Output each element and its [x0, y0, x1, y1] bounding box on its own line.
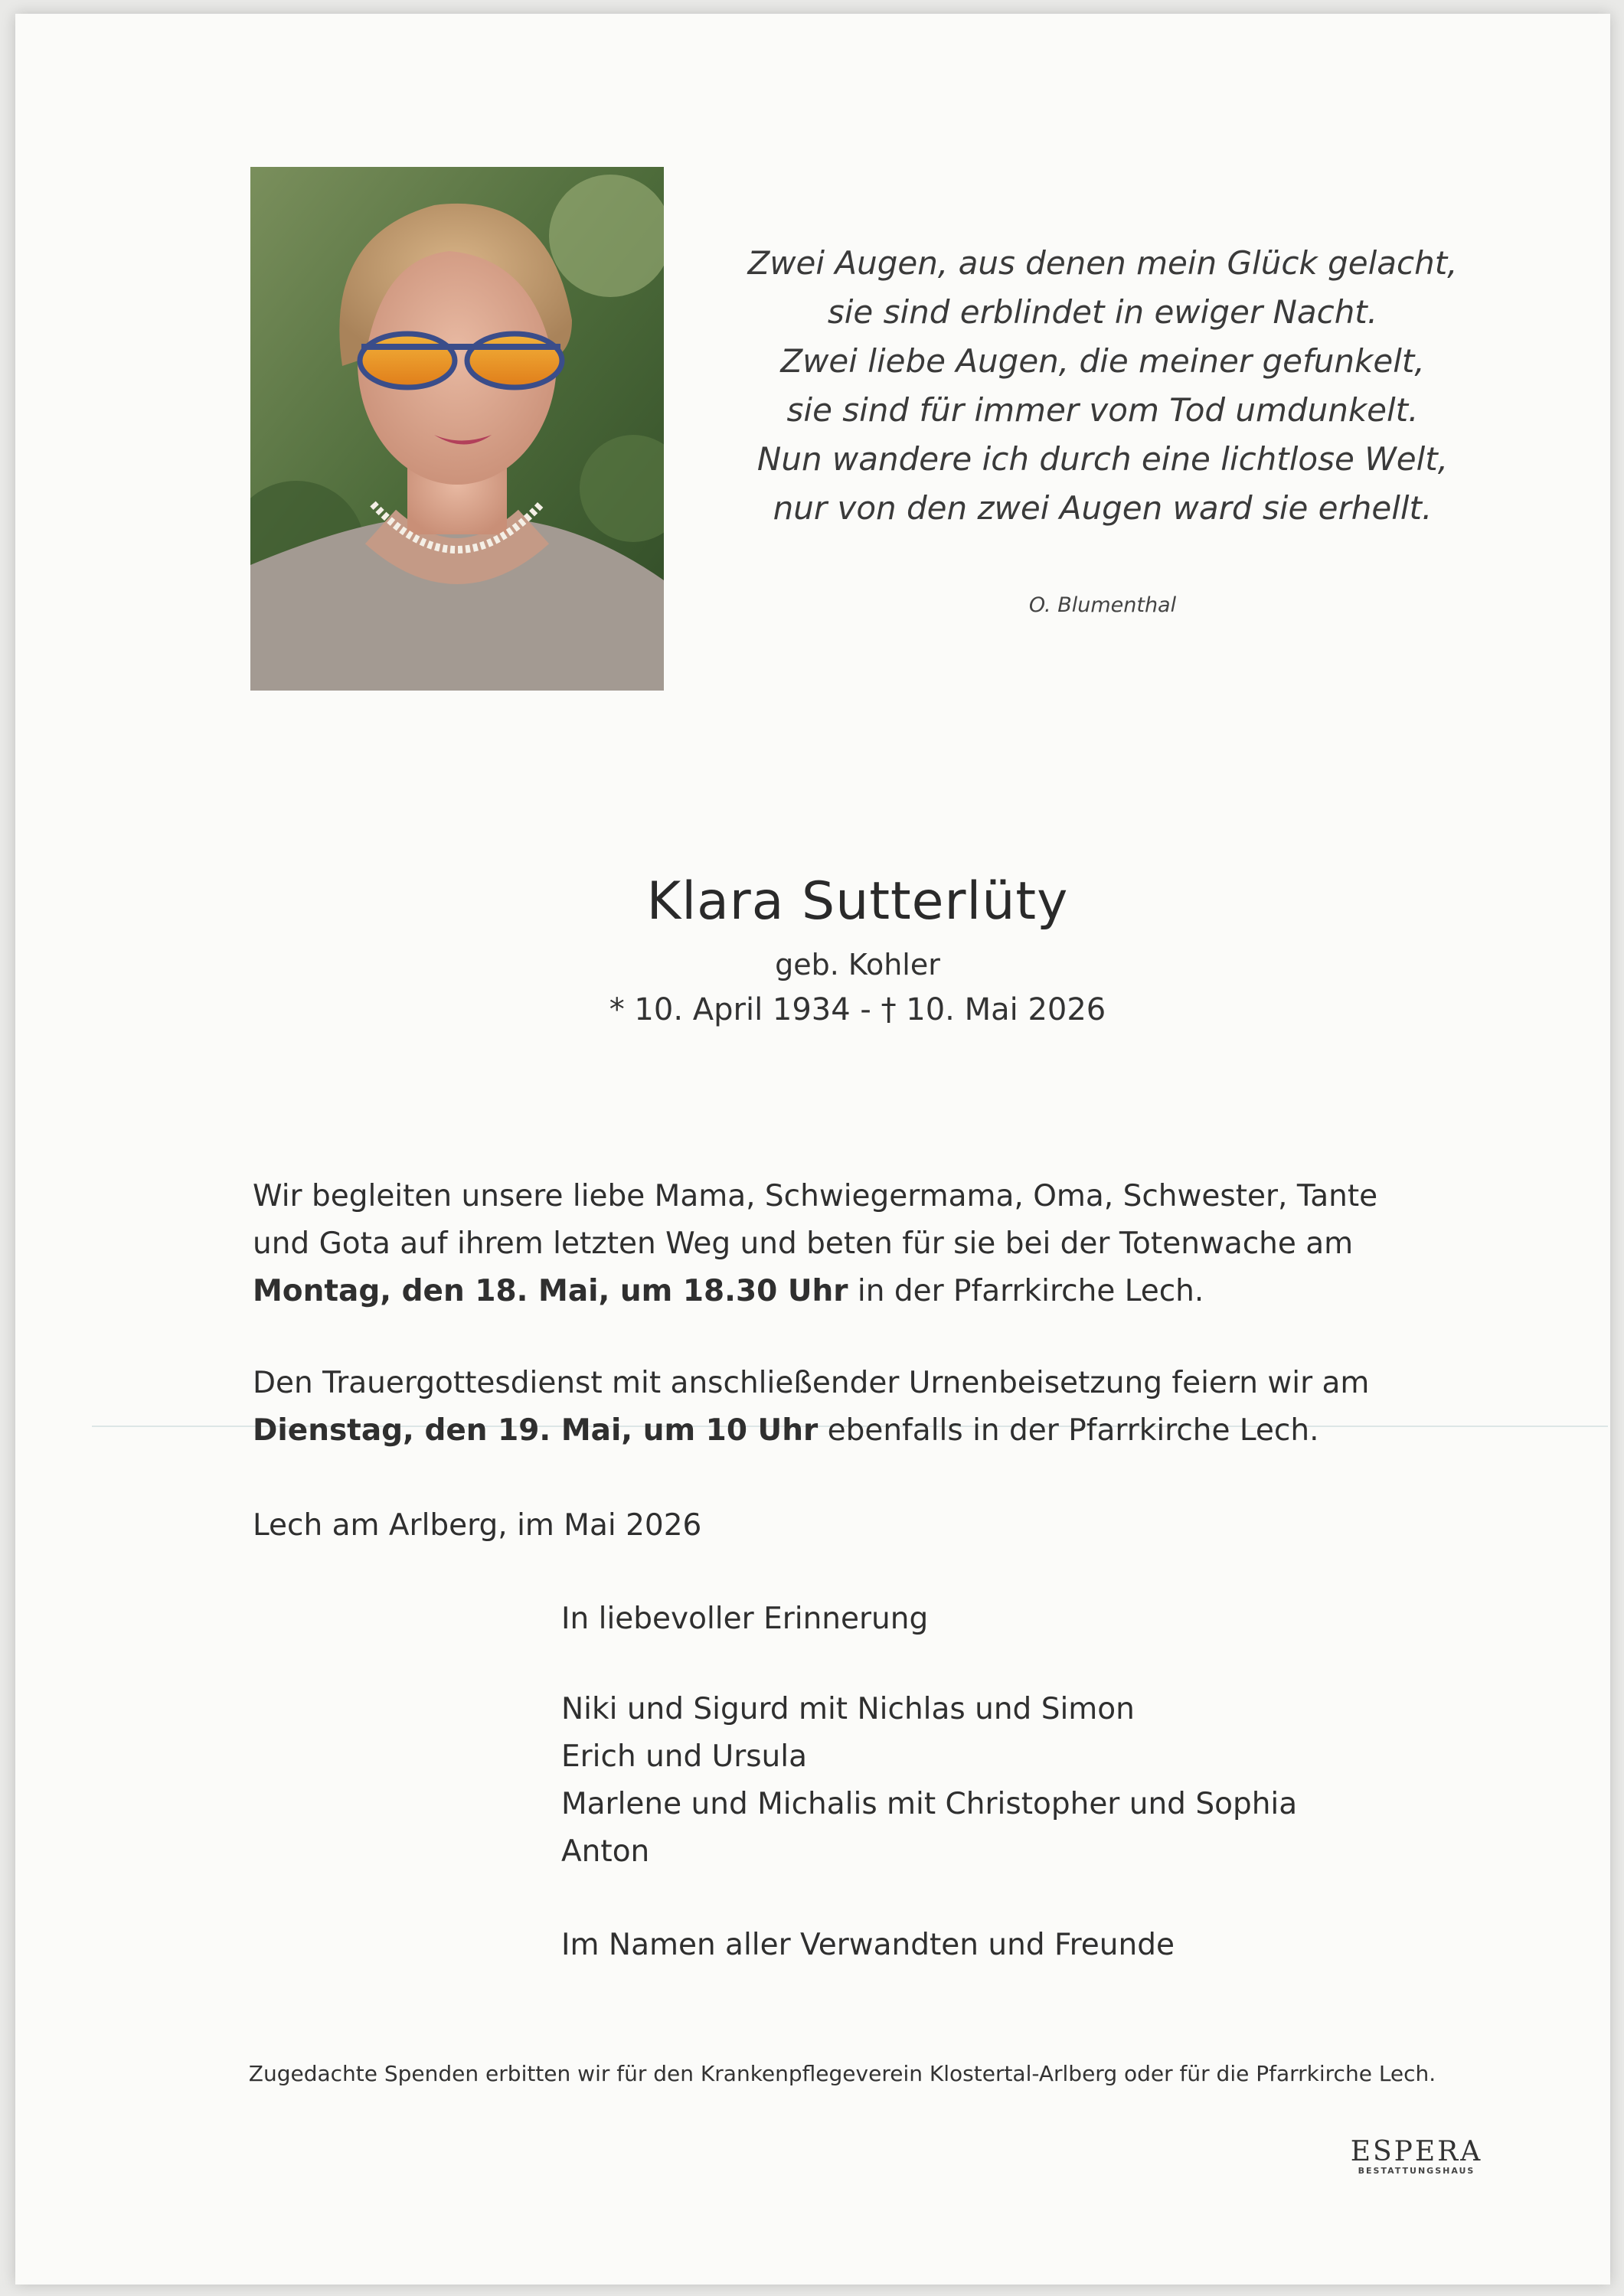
family-member: Marlene und Michalis mit Christopher und Sophia: [561, 1787, 1298, 1821]
poem: [720, 239, 1485, 533]
logo-main: ESPERA: [1350, 2136, 1483, 2167]
poem-line: sie sind für immer vom Tod umdunkelt.: [786, 391, 1419, 429]
wake-line-2: und Gota auf ihrem letzten Weg und beten für sie bei der Totenwache am: [253, 1226, 1354, 1261]
wake-line-1: Wir begleiten unsere liebe Mama, Schwiegermama, Oma, Schwester, Tante: [253, 1179, 1378, 1213]
logo-sub: BESTATTUNGSHAUS: [1358, 2166, 1475, 2176]
poem-author: O. Blumenthal: [1028, 593, 1177, 617]
wake-paragraph: [253, 1173, 1401, 1315]
funeral-place: ebenfalls in der Pfarrkirche Lech.: [818, 1413, 1319, 1448]
donation-note: Zugedachte Spenden erbitten wir für den Krankenpflegeverein Klostertal-Arlberg oder für die Pfarrkirche Lech.: [248, 2061, 1436, 2086]
family-member: Niki und Sigurd mit Nichlas und Simon: [561, 1692, 1135, 1726]
wake-date: Montag, den 18. Mai, um 18.30 Uhr: [253, 1274, 848, 1308]
funeral-date: Dienstag, den 19. Mai, um 10 Uhr: [253, 1413, 819, 1448]
closing-line: Im Namen aller Verwandten und Freunde: [561, 1928, 1175, 1962]
signoff: [561, 1595, 1480, 1643]
family-list: [561, 1686, 1480, 1876]
family-member: Anton: [561, 1834, 650, 1869]
place-date-text: Lech am Arlberg, im Mai 2026: [253, 1508, 702, 1543]
deceased-name: Klara Sutterlüty: [646, 871, 1069, 932]
poem-line: Zwei liebe Augen, die meiner gefunkelt,: [780, 342, 1425, 380]
poem-line: Nun wandere ich durch eine lichtlose Welt,: [756, 440, 1449, 478]
funeral-line-2: [253, 1407, 1401, 1455]
place-date: [253, 1502, 1401, 1550]
wake-place: in der Pfarrkirche Lech.: [848, 1274, 1204, 1308]
funeral-home-logo: [1332, 2136, 1501, 2176]
funeral-paragraph: [253, 1360, 1401, 1455]
life-dates: * 10. April 1934 - † 10. Mai 2026: [609, 992, 1106, 1027]
signoff-text: In liebevoller Erinnerung: [561, 1602, 929, 1636]
family-member: Erich und Ursula: [561, 1739, 808, 1774]
poem-line: nur von den zwei Augen ward sie erhellt.: [773, 489, 1433, 527]
wake-line-3: [253, 1268, 1401, 1315]
funeral-line-1: Den Trauergottesdienst mit anschließender Urnenbeisetzung feiern wir am: [253, 1366, 1370, 1400]
portrait-photo: [250, 167, 664, 691]
maiden-name: geb. Kohler: [775, 948, 940, 981]
poem-line: sie sind erblindet in ewiger Nacht.: [827, 293, 1378, 331]
poem-line: Zwei Augen, aus denen mein Glück gelacht,: [747, 244, 1458, 282]
